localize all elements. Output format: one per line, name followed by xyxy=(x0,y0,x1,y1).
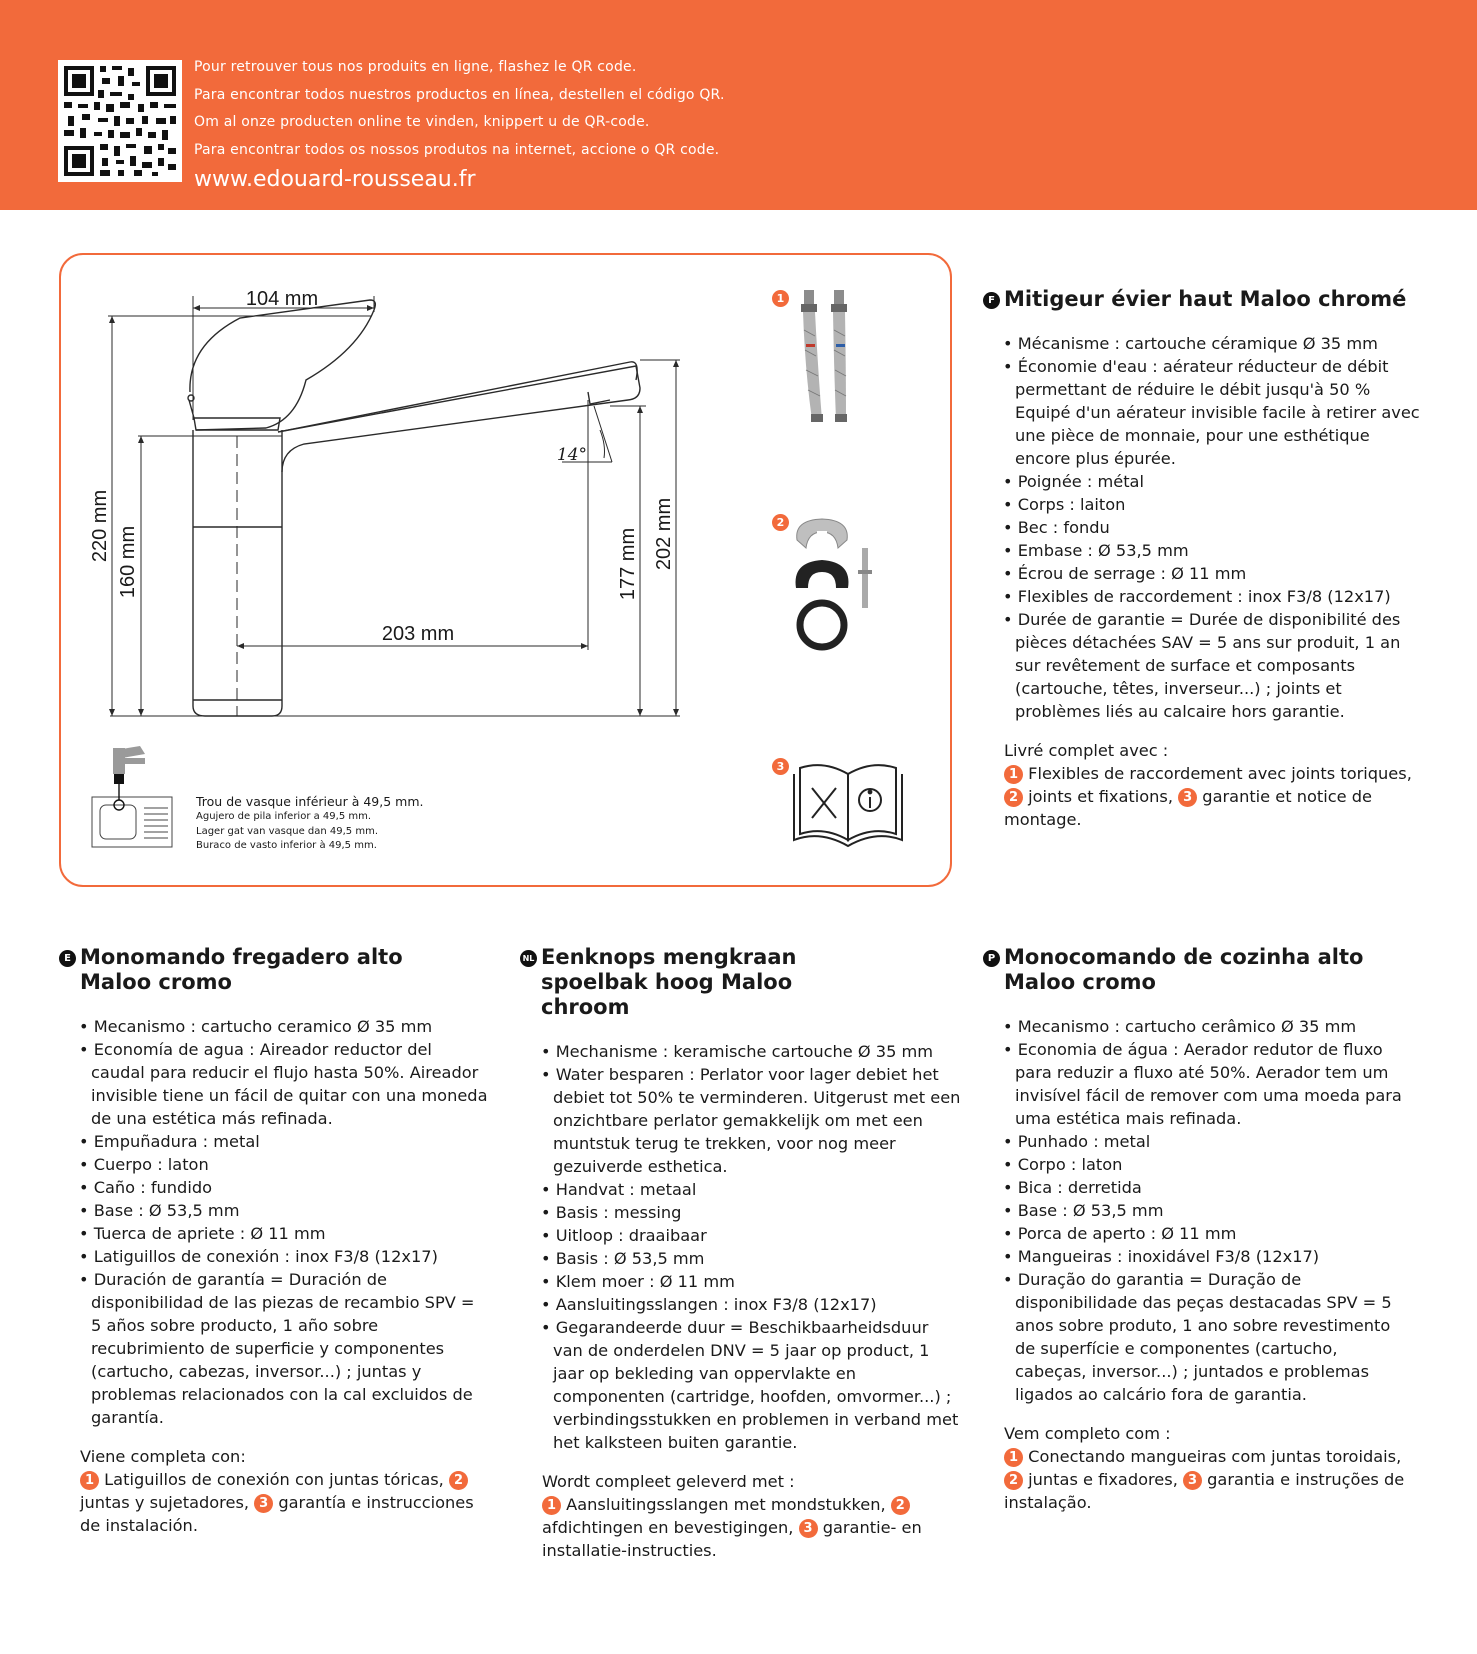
hole-note-es: Agujero de pila inferior a 49,5 mm. xyxy=(196,811,372,822)
spec-item: • Basis : messing xyxy=(541,1203,682,1222)
spec-item: • Duração do garantia = Duração de disponibilidade das peças destacadas SPV = 5 anos sobre produto, 1 ano sobre revestimento de superfície e componentes (cartucho, cabeças, inversor...) ; juntados e problemas ligados ao calcário fora de garantia. xyxy=(1003,1270,1392,1404)
delivered-nl: Wordt compleet geleverd met : 1 Aansluitingsslangen met mondstukken, 2 afdichtingen en bevestigingen, 3 garantie- en installatie-instructies. xyxy=(542,1472,922,1560)
spec-item: • Mecanismo : cartucho cerâmico Ø 35 mm xyxy=(1003,1017,1357,1036)
spec-item: • Economía de agua : Aireador reductor del caudal para reducir el flujo hasta 50%. Aireador invisible tiene un fácil de quitar con una moneda de una estética más refinada. xyxy=(79,1040,488,1128)
banner-line-nl: Om al onze producten online te vinden, knippert u de QR-code. xyxy=(194,114,650,130)
spec-item: • Durée de garantie = Durée de disponibilité des pièces détachées SAV = 5 ans sur produit, 1 an sur revêtement de surface et composants (cartouche, têtes, inverseur...) ; joints et problèmes liés au calcaire hors garantie. xyxy=(1003,610,1401,721)
banner-line-es: Para encontrar todos nuestros productos en línea, destellen el código QR. xyxy=(194,86,725,103)
sink-pictogram-icon xyxy=(92,746,172,847)
spec-item: • Bica : derretida xyxy=(1003,1178,1142,1197)
hole-note-nl: Lager gat van vasque dan 49,5 mm. xyxy=(196,825,378,837)
spec-item: • Water besparen : Perlator voor lager debiet het debiet tot 50% te verminderen. Uitgerust met een onzichtbare perlator gemakkelijk om met een muntstuk terug te trekken, voor nog meer gezuiverde esthetica. xyxy=(541,1065,961,1176)
spec-item: • Caño : fundido xyxy=(79,1178,212,1197)
hole-note xyxy=(196,793,423,854)
seals-fixings-icon xyxy=(796,519,872,647)
dim-104: 104 mm xyxy=(245,288,319,310)
badge-1-icon: 1 xyxy=(1004,1448,1023,1467)
flag-pt-icon: P xyxy=(983,950,1000,967)
section-nl-title: NL Eenknops mengkraan spoelbak hoog Maloo chroom xyxy=(520,945,970,1020)
spec-item: • Basis : Ø 53,5 mm xyxy=(541,1249,705,1268)
spec-item: • Mangueiras : inoxidável F3/8 (12x17) xyxy=(1003,1247,1320,1266)
specs-pt xyxy=(1003,1015,1413,1406)
flag-nl-icon: NL xyxy=(520,950,537,967)
specs-es xyxy=(79,1015,489,1429)
manual-book-icon xyxy=(794,765,902,846)
delivered-pt: Vem completo com : 1 Conectando mangueiras com juntas toroidais, 2 juntas e fixadores, 3 garantia e instruções de instalação. xyxy=(1004,1424,1405,1512)
spec-item: • Empuñadura : metal xyxy=(79,1132,260,1151)
flag-fr-icon: F xyxy=(983,292,1000,309)
spec-item: • Corpo : laton xyxy=(1003,1155,1123,1174)
flexible-hoses-icon xyxy=(801,290,847,422)
spec-item: • Mécanisme : cartouche céramique Ø 35 mm xyxy=(1003,334,1378,353)
spec-item: • Latiguillos de conexión : inox F3/8 (12x17) xyxy=(79,1247,438,1266)
specs-nl xyxy=(541,1040,961,1454)
spec-item: • Gegarandeerde duur = Beschikbaarheidsduur van de onderdelen DNV = 5 jaar op product, 1 jaar op bekleding van oppervlakte en componenten (cartridge, hoofden, omvormer...) ; verbindingsstukken en problemen in verband met het kalksteen buiten garantie. xyxy=(541,1318,959,1452)
badge-2-icon: 2 xyxy=(449,1471,468,1490)
badge-3-icon: 3 xyxy=(1183,1471,1202,1490)
delivered-fr: Livré complet avec : 1 Flexibles de raccordement avec joints toriques, 2 joints et fixations, 3 garantie et notice de montage. xyxy=(1004,741,1412,829)
dim-203: 203 mm xyxy=(381,623,455,645)
spec-item: • Aansluitingsslangen : inox F3/8 (12x17) xyxy=(541,1295,877,1314)
spec-item: • Cuerpo : laton xyxy=(79,1155,209,1174)
banner-line-pt: Para encontrar todos os nossos produtos na internet, accione o QR code. xyxy=(194,141,720,158)
delivered-es: Viene completa con: 1 Latiguillos de conexión con juntas tóricas, 2 juntas y sujetadores, 3 garantía e instrucciones de instalación. xyxy=(80,1447,474,1535)
spec-item: • Uitloop : draaibaar xyxy=(541,1226,707,1245)
spec-item: • Duración de garantía = Duración de disponibilidad de las piezas de recambio SPV = 5 años sobre producto, 1 año sobre recubrimiento de superficie y componentes (cartucho, cabezas, inversor...) ; juntas y problemas relacionados con la cal excluidos de garantía. xyxy=(79,1270,475,1427)
hole-note-pt: Buraco de vasto inferior à 49,5 mm. xyxy=(196,840,377,851)
badge-3-icon: 3 xyxy=(799,1519,818,1538)
spec-item: • Klem moer : Ø 11 mm xyxy=(541,1272,735,1291)
spec-item: • Poignée : métal xyxy=(1003,472,1144,491)
section-nl xyxy=(520,945,970,1562)
badge-1-icon: 1 xyxy=(1004,765,1023,784)
badge-1-icon: 1 xyxy=(542,1496,561,1515)
spec-item: • Economia de água : Aerador redutor de fluxo para reduzir a fluxo até 50%. Aerador tem um invisível fácil de remover com uma moeda para uma estética mais refinada. xyxy=(1003,1040,1402,1128)
badge-2-icon: 2 xyxy=(1004,788,1023,807)
dim-220: 220 mm xyxy=(89,489,111,563)
dim-202: 202 mm xyxy=(653,497,675,571)
spec-item: • Mecanismo : cartucho ceramico Ø 35 mm xyxy=(79,1017,433,1036)
section-fr-title: F Mitigeur évier haut Maloo chromé xyxy=(983,287,1423,312)
badge-item-2: 2 xyxy=(772,514,789,531)
hole-note-fr: Trou de vasque inférieur à 49,5 mm. xyxy=(196,794,424,809)
dim-160: 160 mm xyxy=(117,525,139,599)
badge-item-1: 1 xyxy=(772,290,789,307)
spec-item: • Bec : fondu xyxy=(1003,518,1110,537)
section-es-title: E Monomando fregadero alto Maloo cromo xyxy=(59,945,499,995)
spec-item: • Mechanisme : keramische cartouche Ø 35 mm xyxy=(541,1042,934,1061)
spec-item: • Handvat : metaal xyxy=(541,1180,697,1199)
banner-line-fr: Pour retrouver tous nos produits en ligne, flashez le QR code. xyxy=(194,59,637,75)
spec-item: • Embase : Ø 53,5 mm xyxy=(1003,541,1189,560)
spec-item: • Base : Ø 53,5 mm xyxy=(1003,1201,1164,1220)
section-es xyxy=(59,945,499,1537)
badge-2-icon: 2 xyxy=(891,1496,910,1515)
section-pt-title: P Monocomando de cozinha alto Maloo cromo xyxy=(983,945,1423,995)
faucet-dimension-drawing xyxy=(0,0,960,900)
flag-es-icon: E xyxy=(59,950,76,967)
badge-2-icon: 2 xyxy=(1004,1471,1023,1490)
spec-item: • Écrou de serrage : Ø 11 mm xyxy=(1003,564,1247,583)
badge-3-icon: 3 xyxy=(254,1494,273,1513)
spec-item: • Flexibles de raccordement : inox F3/8 (12x17) xyxy=(1003,587,1391,606)
spec-item: • Tuerca de apriete : Ø 11 mm xyxy=(79,1224,326,1243)
dim-177: 177 mm xyxy=(617,527,639,601)
badge-3-icon: 3 xyxy=(1178,788,1197,807)
website-link[interactable]: www.edouard-rousseau.fr xyxy=(194,167,476,192)
dim-angle: 14° xyxy=(556,445,588,465)
spec-item: • Punhado : metal xyxy=(1003,1132,1151,1151)
spec-item: • Base : Ø 53,5 mm xyxy=(79,1201,240,1220)
spec-item: • Corps : laiton xyxy=(1003,495,1126,514)
badge-item-3: 3 xyxy=(772,758,789,775)
spec-item: • Économie d'eau : aérateur réducteur de débit permettant de réduire le débit jusqu'à 50 % Equipé d'un aérateur invisible facile à retirer avec une pièce de monnaie, pour une esthétique encore plus épurée. xyxy=(1003,357,1420,468)
specs-fr xyxy=(1003,332,1423,723)
section-fr xyxy=(983,287,1423,831)
spec-item: • Porca de aperto : Ø 11 mm xyxy=(1003,1224,1237,1243)
section-pt xyxy=(983,945,1423,1514)
badge-1-icon: 1 xyxy=(80,1471,99,1490)
